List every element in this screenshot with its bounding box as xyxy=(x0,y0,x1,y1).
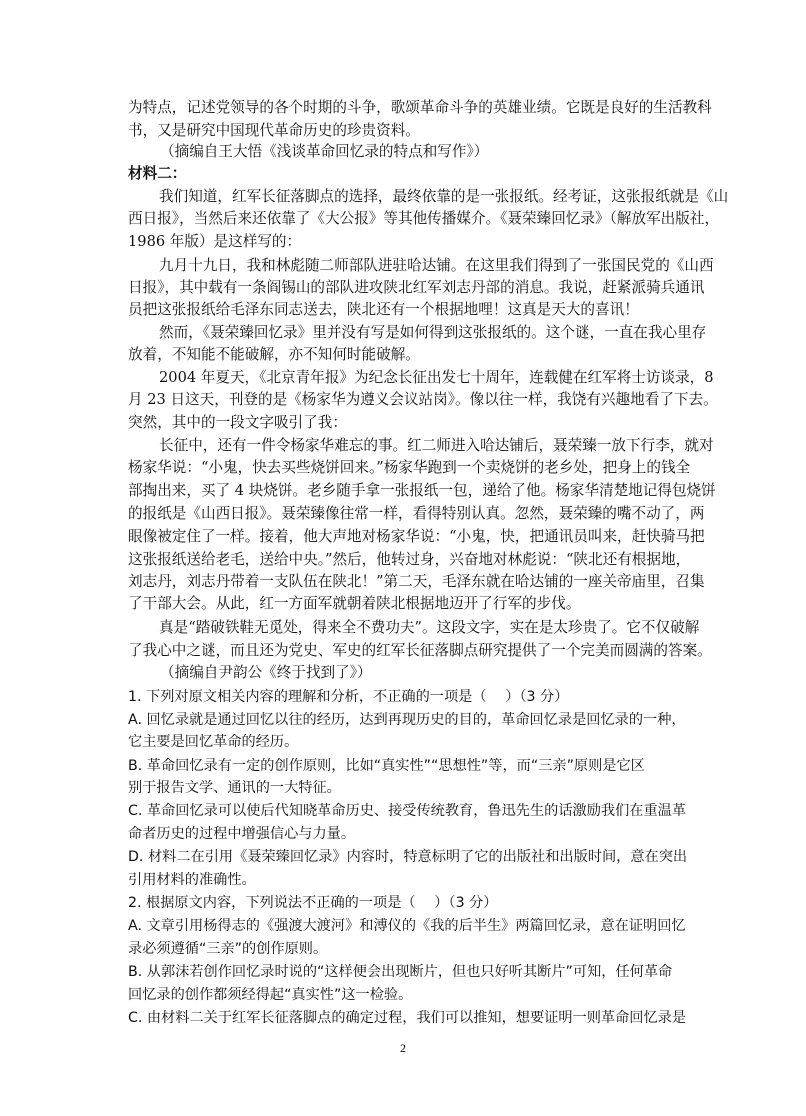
paragraph-line: 然而，《聂荣臻回忆录》里并没有写是如何得到这张报纸的。这个谜，一直在我心里存 xyxy=(159,324,707,341)
paragraph-line: 九月十九日，我和林彪随二师部队进驻哈达铺。在这里我们得到了一张国民党的《山西 xyxy=(159,257,714,274)
paragraph-line: 的报纸是《山西日报》。聂荣臻像往常一样，看得特别认真。忽然，聂荣臻的嘴不动了，两 xyxy=(128,505,705,522)
source-citation: （摘编自尹韵公《终于找到了》） xyxy=(160,664,372,681)
paragraph-line: 为特点，记述党领导的各个时期的斗争，歌颂革命斗争的英雄业绩。它既是良好的生活教科 xyxy=(128,99,712,116)
paragraph-line: 了干部大会。从此，红一方面军就朝着陕北根据地迈开了行军的步伐。 xyxy=(128,595,581,612)
paragraph-line: 西日报》，当然后来还依靠了《大公报》等其他传播媒介。《聂荣臻回忆录》（解放军出版社， xyxy=(128,210,720,227)
page-number: 2 xyxy=(400,1041,406,1055)
option-line: D. 材料二在引用《聂荣臻回忆录》内容时，特意标明了它的出版社和出版时间，意在突出 xyxy=(128,849,688,865)
paragraph-line: 眼像被定住了一样。接着，他大声地对杨家华说：“小鬼，快，把通讯员叫来，赶快骑马把 xyxy=(128,528,705,545)
option-line: C. 由材料二关于红军长征落脚点的确定过程，我们可以推知，想要证明一则革命回忆录是 xyxy=(128,1010,687,1026)
paragraph-line: 部掏出来，买了 4 块烧饼。老乡随手拿一张报纸一包，递给了他。杨家华清楚地记得包烧饼 xyxy=(128,482,716,499)
paragraph-line: 书，又是研究中国现代革命历史的珍贵资料。 xyxy=(128,122,420,139)
paragraph-line: 这张报纸送给老毛，送给中央。”然后，他转过身，兴奋地对林彪说：“陕北还有根据地， xyxy=(128,551,691,568)
paragraph-line: 突然，其中的一段文字吸引了我： xyxy=(128,414,347,431)
option-line: A. 文章引用杨得志的《强渡大渡河》和溥仪的《我的后半生》两篇回忆录，意在证明回忆 xyxy=(128,918,686,934)
option-line: 录必须遵循“三亲”的创作原则。 xyxy=(128,941,328,957)
question-stem: 1. 下列对原文相关内容的理解和分析，不正确的一项是（ ）（3 分） xyxy=(128,689,569,705)
paragraph-line: 1986 年版）是这样写的： xyxy=(128,233,302,250)
option-line: 命者历史的过程中增强信心与力量。 xyxy=(128,826,356,842)
paragraph-line: 2004 年夏天，《北京青年报》为纪念长征出发七十周年，连载健在红军将士访谈录，8 xyxy=(159,369,714,386)
paragraph-line: 我们知道，红军长征落脚点的选择，最终依靠的是一张报纸。经考证，这张报纸就是《山 xyxy=(159,188,729,205)
paragraph-line: 放着，不知能不能破解，亦不知何时能破解。 xyxy=(128,346,420,363)
paragraph-line: 日报》，其中载有一条阎锡山的部队进攻陕北红军刘志丹部的消息。我说，赶紧派骑兵通讯 xyxy=(128,279,705,296)
paragraph-line: 月 23 日这天，刊登的是《杨家华为遵义会议站岗》。像以往一样，我饶有兴趣地看了下去。 xyxy=(128,391,718,408)
paragraph-line: 刘志丹，刘志丹带着一支队伍在陕北！”第二天，毛泽东就在哈达铺的一座关帝庙里，召集 xyxy=(128,573,705,590)
paragraph-line: 长征中，还有一件令杨家华难忘的事。红二师进入哈达铺后，聂荣臻一放下行李，就对 xyxy=(159,437,714,454)
option-line: 它主要是回忆革命的经历。 xyxy=(128,734,299,750)
option-line: 回忆录的创作都须经得起“真实性”这一检验。 xyxy=(128,987,413,1003)
option-line: B. 从郭沫若创作回忆录时说的“这样便会出现断片，但也只好听其断片”可知，任何革命 xyxy=(128,964,673,980)
question-stem: 2. 根据原文内容，下列说法不正确的一项是（ ）（3 分） xyxy=(128,895,498,911)
option-line: A. 回忆录就是通过回忆以往的经历，达到再现历史的目的，革命回忆录是回忆录的一种， xyxy=(128,712,686,728)
source-citation: （摘编自王大悟《浅谈革命回忆录的特点和写作》） xyxy=(160,143,489,160)
paragraph-line: 杨家华说：“小鬼，快去买些烧饼回来。”杨家华跑到一个卖烧饼的老乡处，把身上的钱全 xyxy=(128,459,691,476)
paragraph-line: 真是“踏破铁鞋无觅处，得来全不费功夫”。这段文字，实在是太珍贵了。它不仅破解 xyxy=(159,619,700,636)
option-line: C. 革命回忆录可以使后代知晓革命历史、接受传统教育，鲁迅先生的话激励我们在重温革 xyxy=(128,803,687,819)
section-heading: 材料二： xyxy=(128,165,187,182)
option-line: B. 革命回忆录有一定的创作原则，比如“真实性”“思想性”等，而“三亲”原则是它区 xyxy=(128,758,645,774)
paragraph-line: 了我心中之谜，而且还为党史、军史的红军长征落脚点研究提供了一个完美而圆满的答案。 xyxy=(128,642,712,659)
paragraph-line: 员把这张报纸给毛泽东同志送去，陕北还有一个根据地哩！这真是天大的喜讯！ xyxy=(128,301,639,318)
option-line: 引用材料的准确性。 xyxy=(128,872,256,888)
option-line: 别于报告文学、通讯的一大特征。 xyxy=(128,780,341,796)
